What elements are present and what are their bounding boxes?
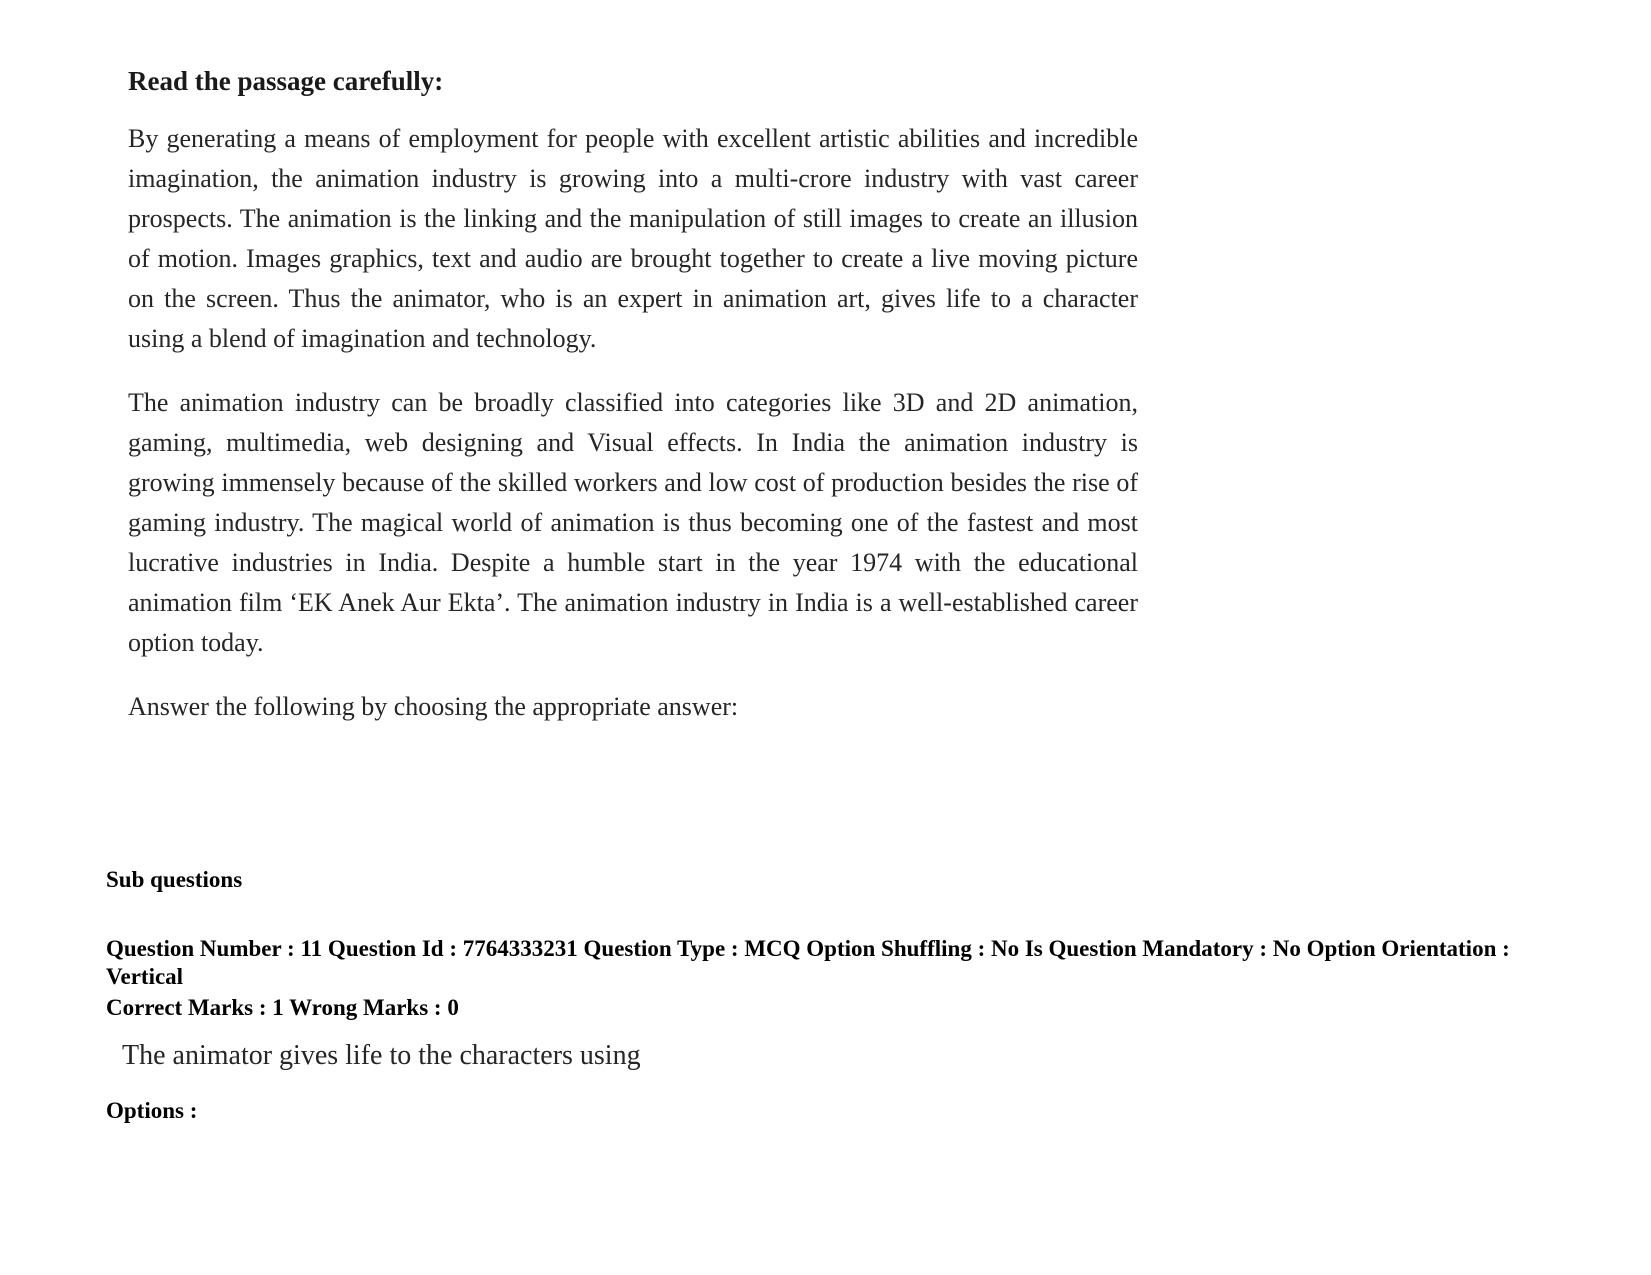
options-label: Options :	[106, 1098, 198, 1123]
question-meta: Question Number : 11 Question Id : 7764333231 Question Type : MCQ Option Shuffling : No Is Question Mandatory : No Option Orientation : Vertical	[106, 936, 1510, 989]
sub-questions-label: Sub questions	[106, 867, 243, 892]
marks-meta: Correct Marks : 1 Wrong Marks : 0	[106, 995, 459, 1020]
passage-paragraph-1: By generating a means of employment for people with excellent artistic abilities and incredible imagination, the animation industry is growing into a multi-crore industry with vast career prospects. The animation is the linking and the manipulation of still images to create an illusion of motion. Images graphics, text and audio are brought together to create a live moving picture on the screen. Thus the animator, who is an expert in animation art, gives life to a character using a blend of imagination and technology.	[128, 124, 1138, 354]
passage-heading: Read the passage carefully:	[128, 66, 444, 96]
question-text: The animator gives life to the characters using	[122, 1040, 641, 1071]
answer-instruction: Answer the following by choosing the appropriate answer:	[128, 692, 739, 722]
passage-paragraph-2: The animation industry can be broadly classified into categories like 3D and 2D animation, gaming, multimedia, web designing and Visual effects. In India the animation industry is growing immensely because of the skilled workers and low cost of production besides the rise of gaming industry. The magical world of animation is thus becoming one of the fastest and most lucrative industries in India. Despite a humble start in the year 1974 with the educational animation film ‘EK Anek Aur Ekta’. The animation industry in India is a well-established career option today.	[128, 388, 1138, 658]
passage-image	[118, 64, 1148, 727]
